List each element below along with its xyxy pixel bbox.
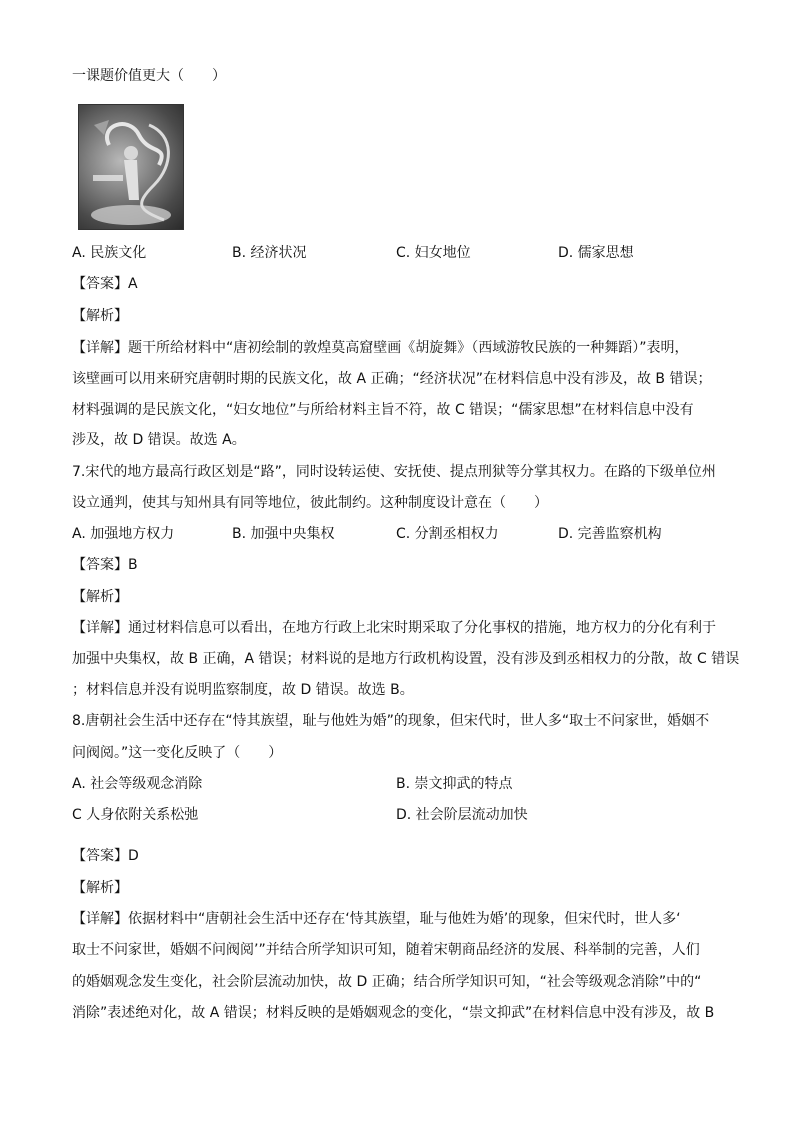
q7-option-a: A. 加强地方权力 [72,526,175,542]
q8-detail-line: 取士不问家世，婚姻不问阀阅’”并结合所学知识可知，随着宋朝商品经济的发展、科举制的完善，人们 [72,942,700,958]
q6-option-c: C. 妇女地位 [396,245,471,261]
q8-analysis-heading: 【解析】 [72,880,128,896]
q8-option-b: B. 崇文抑武的特点 [396,776,513,792]
q7-option-b: B. 加强中央集权 [232,526,335,542]
q7-option-c: C. 分割丞相权力 [396,526,499,542]
q6-detail-line: 该壁画可以用来研究唐朝时期的民族文化，故 A 正确；“经济状况”在材料信息中没有涉及，故 B 错误； [72,371,712,387]
q7-answer: 【答案】B [72,557,138,573]
q7-detail-line: ；材料信息并没有说明监察制度，故 D 错误。故选 B。 [72,682,414,698]
q6-detail-line: 涉及，故 D 错误。故选 A。 [72,432,246,448]
q8-detail-line: 的婚姻观念发生变化，社会阶层流动加快，故 D 正确；结合所学知识可知，“社会等级观念消除”中的“ [72,974,702,990]
q6-stem-tail: 一课题价值更大（ ） [72,68,226,84]
q6-option-a: A. 民族文化 [72,245,147,261]
q6-detail-line: 【详解】题干所给材料中“唐初绘制的敦煌莫高窟壁画《胡旋舞》（西域游牧民族的一种舞蹈）”表明， [72,340,689,356]
q7-analysis-heading: 【解析】 [72,589,128,605]
mural-photo-icon [78,104,184,230]
q6-answer: 【答案】A [72,276,138,292]
q8-option-d: D. 社会阶层流动加快 [396,807,528,823]
q6-option-b: B. 经济状况 [232,245,307,261]
q8-detail-line: 消除”表述绝对化，故 A 错误；材料反映的是婚姻观念的变化，“崇文抑武”在材料信息中没有涉及，故 B [72,1005,715,1021]
q6-analysis-heading: 【解析】 [72,308,128,324]
q7-stem-line: 7.宋代的地方最高行政区划是“路”，同时设转运使、安抚使、提点刑狱等分掌其权力。在路的下级单位州 [72,464,716,480]
q8-stem-line: 问阀阅。”这一变化反映了（ ） [72,745,283,761]
q6-detail-line: 材料强调的是民族文化，“妇女地位”与所给材料主旨不符，故 C 错误；“儒家思想”在材料信息中没有 [72,402,694,418]
q8-option-c: C 人身依附关系松弛 [72,807,199,823]
q8-stem-line: 8.唐朝社会生活中还存在“恃其族望，耻与他姓为婚”的现象，但宋代时，世人多“取士不问家世，婚姻不 [72,713,710,729]
q8-detail-line: 【详解】依据材料中“唐朝社会生活中还存在‘恃其族望，耻与他姓为婚’的现象，但宋代时，世人多‘ [72,911,681,927]
q8-option-a: A. 社会等级观念消除 [72,776,203,792]
q7-stem-line: 设立通判，使其与知州具有同等地位，彼此制约。这种制度设计意在（ ） [72,495,548,511]
q7-option-d: D. 完善监察机构 [558,526,662,542]
q7-detail-line: 加强中央集权，故 B 正确，A 错误；材料说的是地方行政机构设置，没有涉及到丞相权力的分散，故 C 错误 [72,651,740,667]
q8-answer: 【答案】D [72,848,139,864]
q7-detail-line: 【详解】通过材料信息可以看出，在地方行政上北宋时期采取了分化事权的措施，地方权力的分化有利于 [72,620,716,636]
q6-option-d: D. 儒家思想 [558,245,634,261]
